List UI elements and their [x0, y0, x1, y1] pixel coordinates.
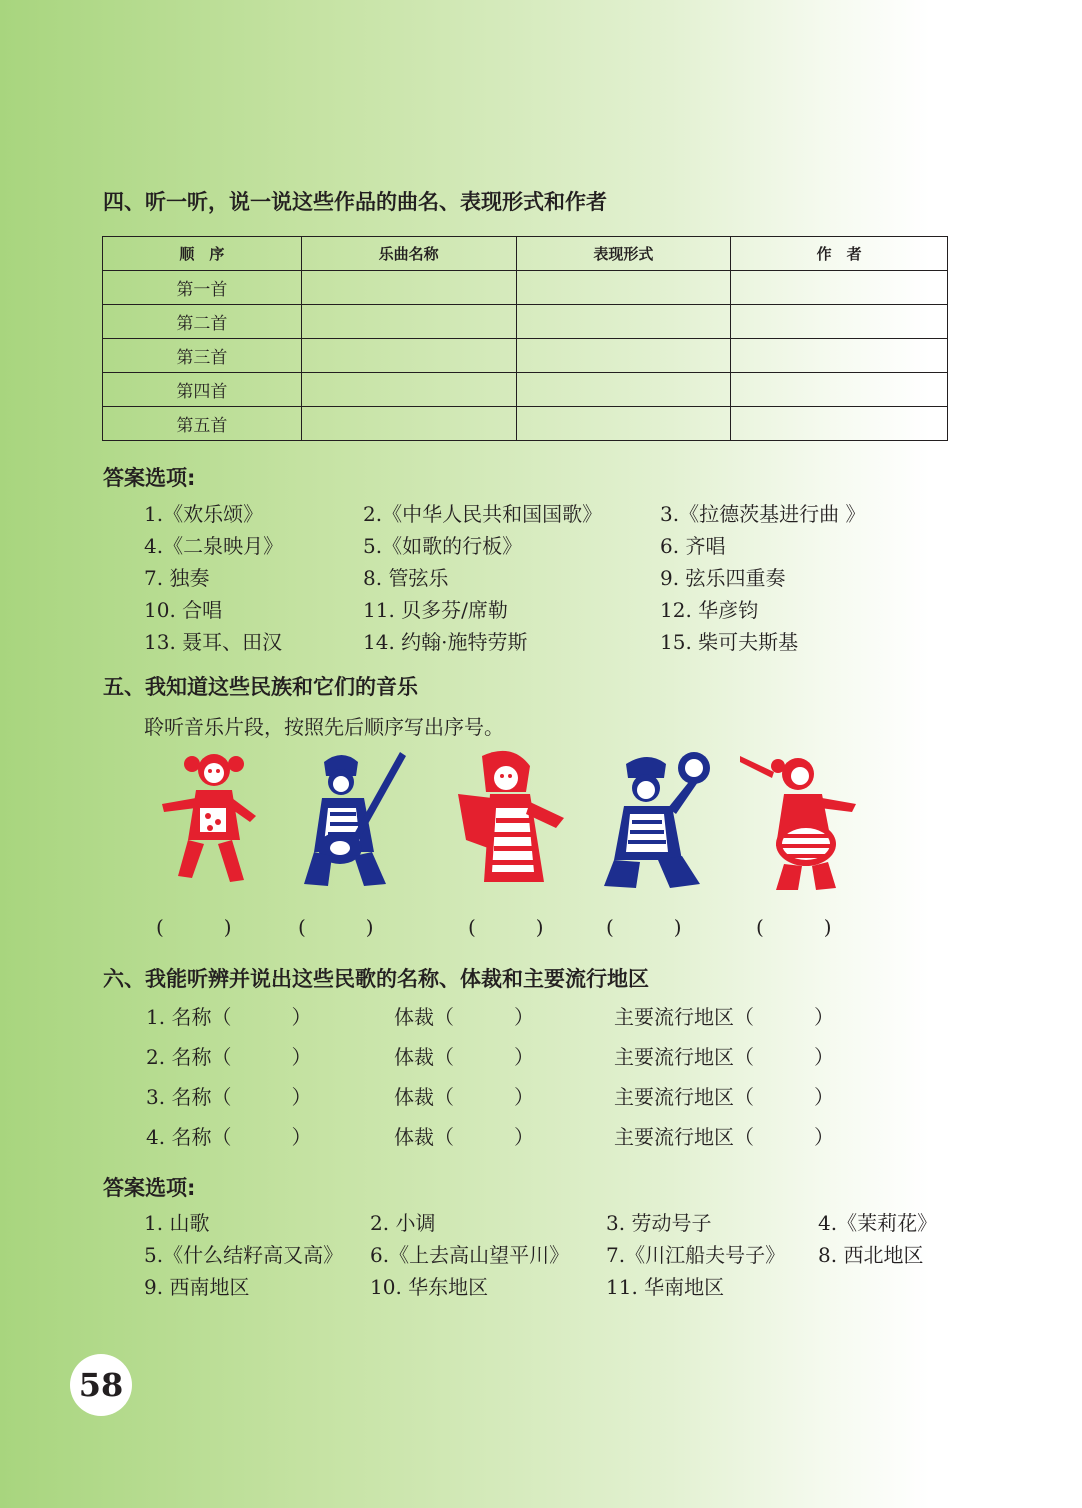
- row-label: 第一首: [103, 271, 302, 305]
- option-item: 6.《上去高山望平川》: [370, 1243, 570, 1267]
- option-item: 6. 齐唱: [660, 534, 726, 558]
- option-item: 4.《茉莉花》: [818, 1211, 938, 1235]
- blank-cell[interactable]: [516, 305, 731, 339]
- answer-blank[interactable]: ( ): [606, 915, 682, 939]
- row-label: 第二首: [103, 305, 302, 339]
- blank-cell[interactable]: [731, 407, 948, 441]
- option-item: 1. 山歌: [144, 1211, 210, 1235]
- option-item: 5.《什么结籽高又高》: [144, 1243, 344, 1267]
- option-item: 8. 西北地区: [818, 1243, 924, 1267]
- header-form: 表现形式: [516, 237, 731, 271]
- option-item: 10. 华东地区: [370, 1275, 489, 1299]
- option-item: 7.《川江船夫号子》: [606, 1243, 786, 1267]
- blank-cell[interactable]: [731, 305, 948, 339]
- answer-blank[interactable]: ( ): [156, 915, 232, 939]
- blank-cell[interactable]: [731, 373, 948, 407]
- blank-cell[interactable]: [731, 271, 948, 305]
- option-item: 10. 合唱: [144, 598, 223, 622]
- blank-cell[interactable]: [301, 305, 516, 339]
- blank-cell[interactable]: [516, 407, 731, 441]
- option-item: 2.《中华人民共和国国歌》: [363, 502, 603, 526]
- table-row: [103, 407, 948, 441]
- section5-title: 五、我知道这些民族和它们的音乐: [103, 675, 418, 699]
- row-label: 第四首: [103, 373, 302, 407]
- option-item: 4.《二泉映月》: [144, 534, 284, 558]
- blank-cell[interactable]: [731, 339, 948, 373]
- song-name-blank[interactable]: 3. 名称（ ）: [146, 1085, 312, 1109]
- blank-cell[interactable]: [516, 339, 731, 373]
- song-region-blank[interactable]: 主要流行地区（ ）: [614, 1085, 834, 1109]
- answer-blank[interactable]: ( ): [756, 915, 832, 939]
- option-item: 14. 约翰·施特劳斯: [363, 630, 528, 654]
- table-row: [103, 305, 948, 339]
- row-label: 第五首: [103, 407, 302, 441]
- option-item: 11. 华南地区: [606, 1275, 725, 1299]
- section4-title: 四、听一听，说一说这些作品的曲名、表现形式和作者: [103, 190, 607, 214]
- option-item: 15. 柴可夫斯基: [660, 630, 799, 654]
- section6-answers-label: 答案选项:: [103, 1176, 196, 1200]
- header-author: 作 者: [731, 237, 948, 271]
- song-name-blank[interactable]: 2. 名称（ ）: [146, 1045, 312, 1069]
- page-number: 58: [70, 1354, 132, 1416]
- option-item: 8. 管弦乐: [363, 566, 449, 590]
- option-item: 9. 弦乐四重奏: [660, 566, 786, 590]
- blank-cell[interactable]: [516, 373, 731, 407]
- dancer-with-scarf-image: [152, 748, 272, 893]
- option-item: 3.《拉德茨基进行曲 》: [660, 502, 866, 526]
- option-item: 9. 西南地区: [144, 1275, 250, 1299]
- option-item: 11. 贝多芬/席勒: [363, 598, 508, 622]
- song-region-blank[interactable]: 主要流行地区（ ）: [614, 1045, 834, 1069]
- header-order: 顺 序: [103, 237, 302, 271]
- song-name-blank[interactable]: 1. 名称（ ）: [146, 1005, 312, 1029]
- table-row: [103, 339, 948, 373]
- song-genre-blank[interactable]: 体裁（ ）: [394, 1045, 534, 1069]
- song-genre-blank[interactable]: 体裁（ ）: [394, 1005, 534, 1029]
- table-row: [103, 271, 948, 305]
- option-item: 1.《欢乐颂》: [144, 502, 264, 526]
- section6-title: 六、我能听辨并说出这些民歌的名称、体裁和主要流行地区: [103, 967, 649, 991]
- answer-blank[interactable]: ( ): [468, 915, 544, 939]
- drummer-with-tambourine-image: [596, 748, 716, 893]
- answer-blank[interactable]: ( ): [298, 915, 374, 939]
- option-item: 7. 独奏: [144, 566, 210, 590]
- song-genre-blank[interactable]: 体裁（ ）: [394, 1125, 534, 1149]
- row-label: 第三首: [103, 339, 302, 373]
- option-item: 13. 聂耳、田汉: [144, 630, 283, 654]
- dancer-with-drum-image: [740, 748, 860, 893]
- blank-cell[interactable]: [301, 407, 516, 441]
- song-region-blank[interactable]: 主要流行地区（ ）: [614, 1125, 834, 1149]
- song-region-blank[interactable]: 主要流行地区（ ）: [614, 1005, 834, 1029]
- option-item: 3. 劳动号子: [606, 1211, 712, 1235]
- header-title: 乐曲名称: [301, 237, 516, 271]
- blank-cell[interactable]: [301, 373, 516, 407]
- musician-with-lute-image: [294, 748, 414, 893]
- table-row: [103, 373, 948, 407]
- blank-cell[interactable]: [301, 339, 516, 373]
- blank-cell[interactable]: [516, 271, 731, 305]
- song-name-blank[interactable]: 4. 名称（ ）: [146, 1125, 312, 1149]
- option-item: 5.《如歌的行板》: [363, 534, 523, 558]
- option-item: 2. 小调: [370, 1211, 436, 1235]
- option-item: 12. 华彦钧: [660, 598, 759, 622]
- answer-table: [102, 236, 948, 441]
- dancer-with-cloth-image: [452, 748, 572, 893]
- song-genre-blank[interactable]: 体裁（ ）: [394, 1085, 534, 1109]
- blank-cell[interactable]: [301, 271, 516, 305]
- section4-answers-label: 答案选项:: [103, 466, 196, 490]
- section5-instruction: 聆听音乐片段，按照先后顺序写出序号。: [144, 715, 504, 739]
